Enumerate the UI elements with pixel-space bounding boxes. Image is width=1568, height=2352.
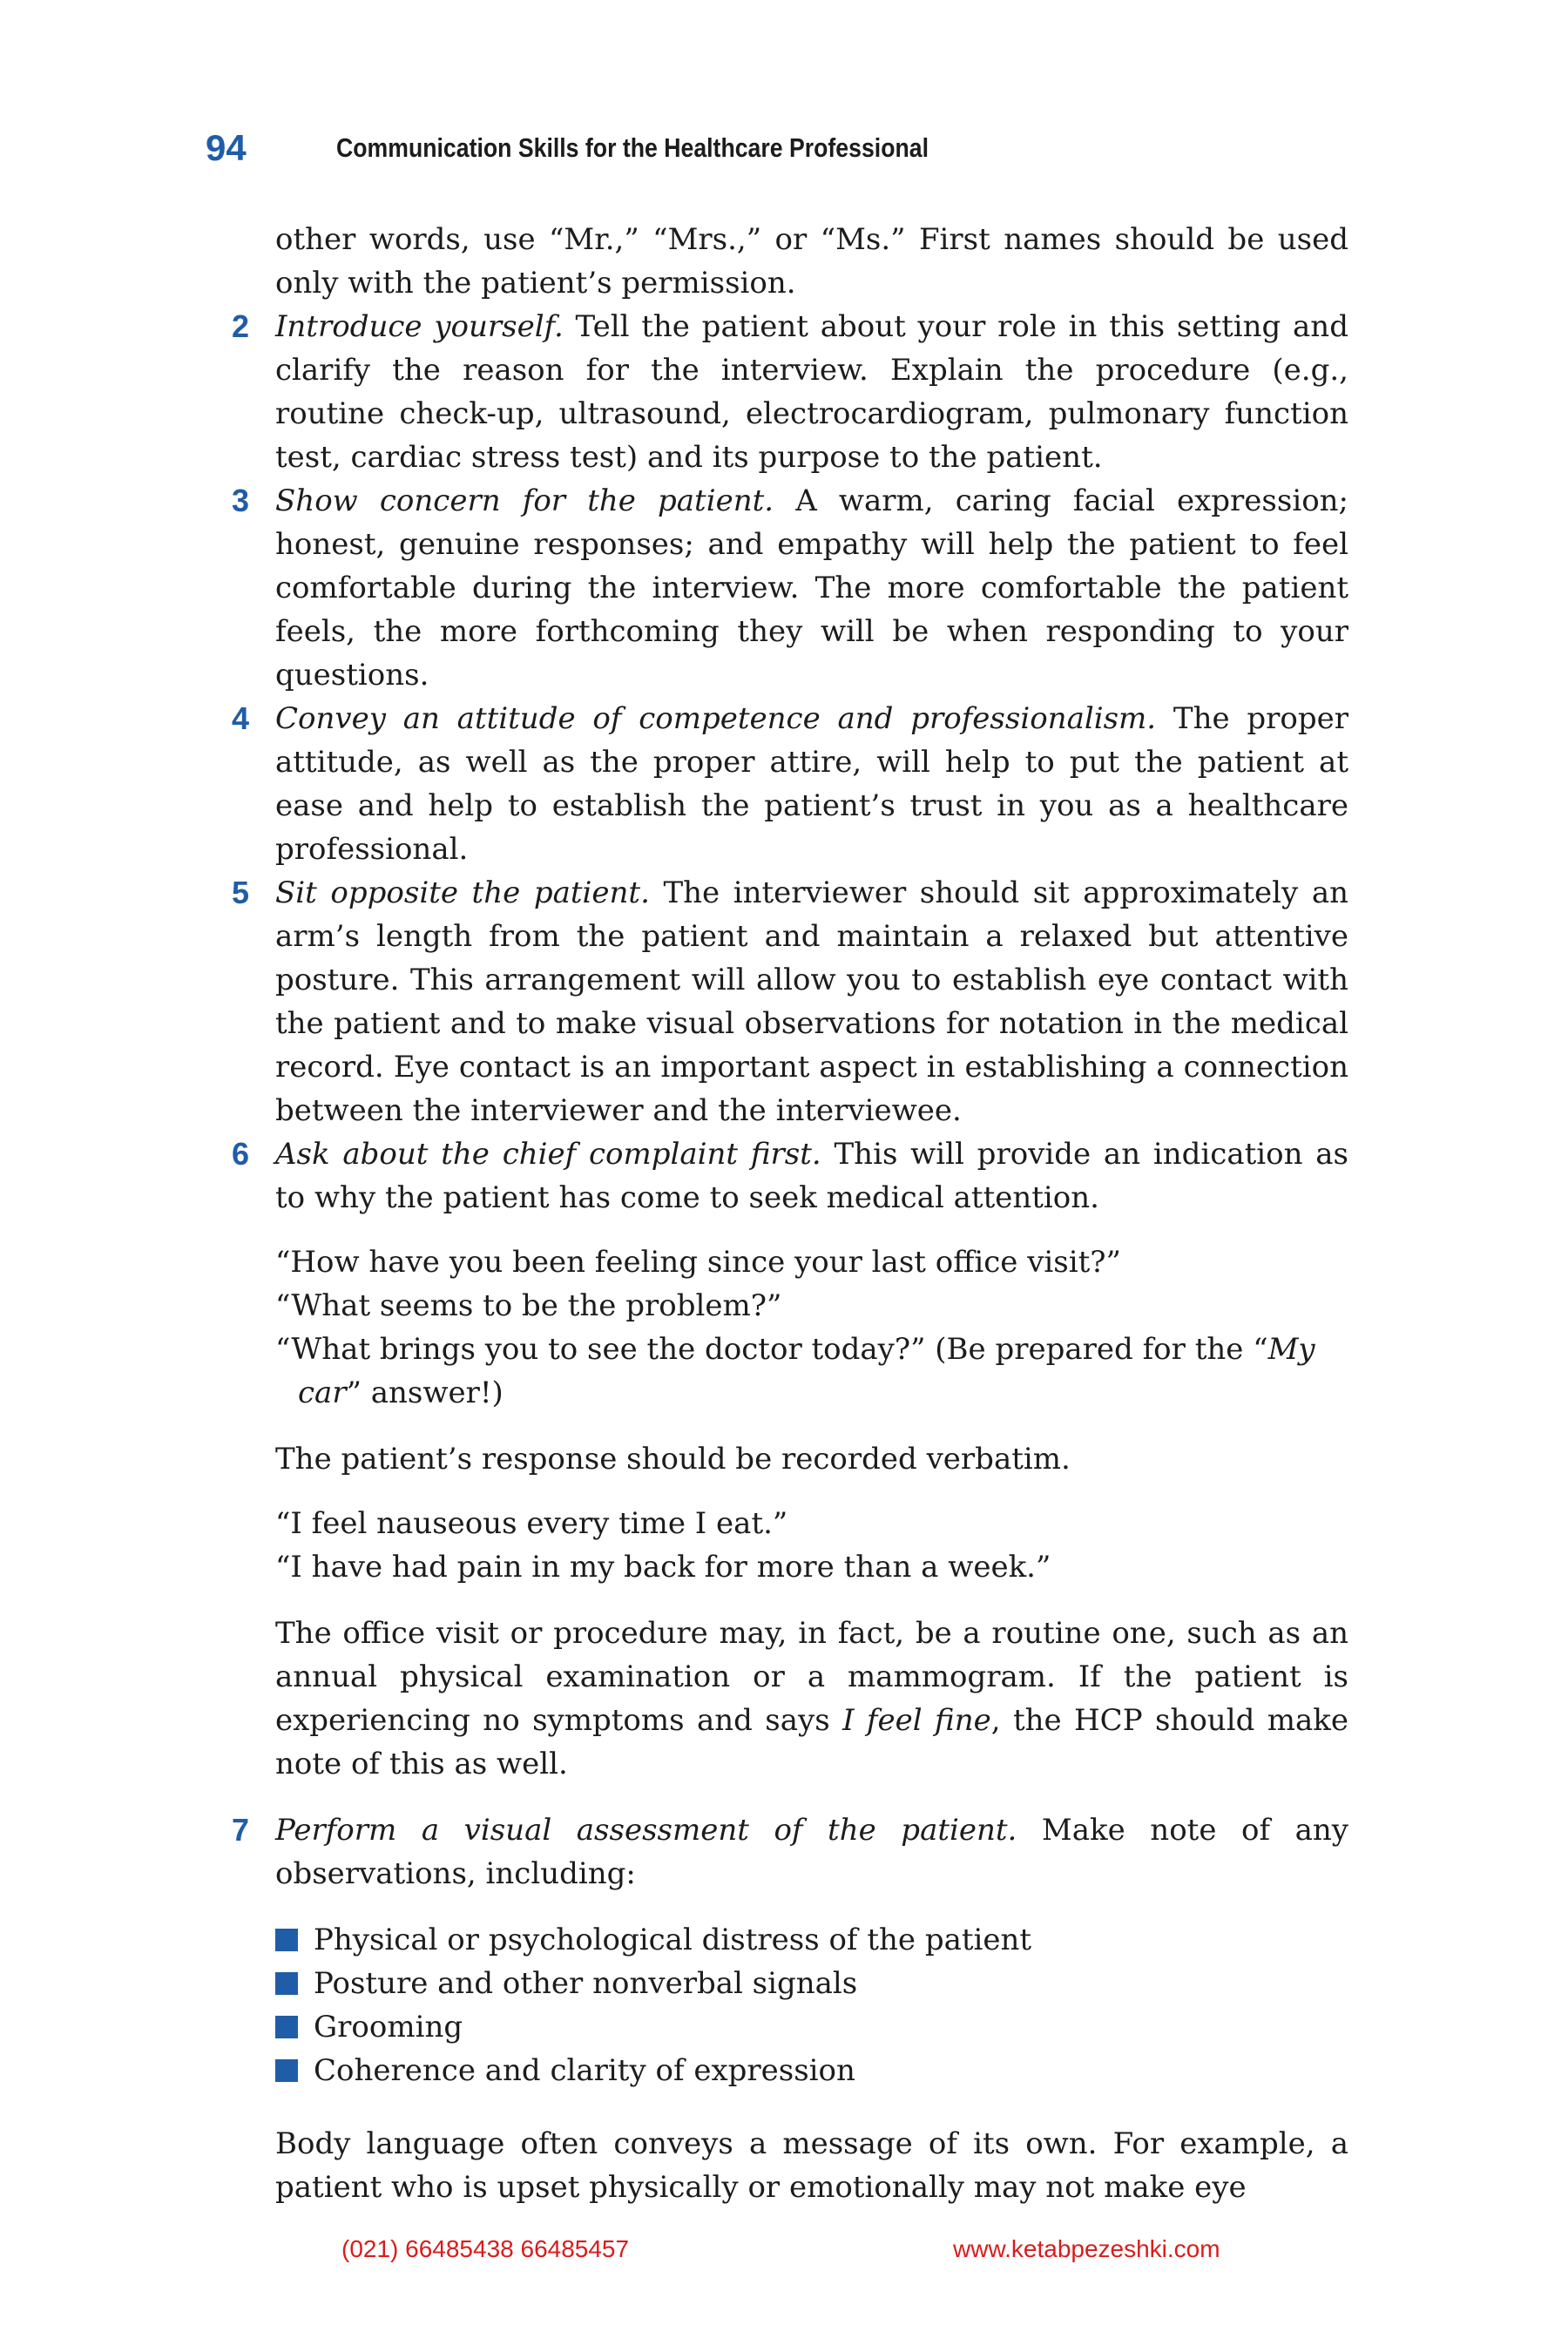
quote-line [275,1328,1348,1415]
item-lead: Sit opposite the patient. [275,875,650,910]
running-head-title: Communication Skills for the Healthcare Professional [336,132,929,163]
list-item-3 [232,479,1349,697]
quote-post: ” answer!) [346,1375,504,1410]
quote-line: “I have had pain in my back for more than a week.” [275,1550,1051,1585]
square-bullet-icon [275,2059,298,2082]
example-responses [275,1502,1348,1589]
item-lead: Convey an attitude of competence and professionalism. [275,701,1157,736]
list-item-2 [232,305,1348,479]
item-number: 3 [232,483,250,518]
item-number: 5 [232,875,250,910]
bullet-text: Posture and other nonverbal signals [314,1966,858,2001]
list-item-6 [232,1132,1348,1220]
square-bullet-icon [275,1972,298,1995]
routine-pre: The office visit or procedure may, in fact, be a routine one, such as an annual physical examination or a mammogram. If the patient is experiencing no symptoms and says [275,1616,1348,1738]
page-body [232,218,1349,2209]
item-number: 4 [232,700,250,736]
item-text: A warm, caring facial expression; honest, genuine responses; and empathy will help the patient to feel comfortable during the interview. The more comfortable the patient feels, the more forthcoming they will be when responding to your questions. [275,483,1349,693]
page-number: 94 [206,127,247,168]
item-lead: Show concern for the patient. [275,483,774,518]
closing-paragraph: Body language often conveys a message of its own. For example, a patient who is upset physically or emotionally may not make eye [275,2126,1348,2205]
square-bullet-icon [275,2016,298,2038]
item-text: The proper attitude, as well as the proper attire, will help to put the patient at ease and help to establish the patient’s trust in you as a healthcare professional. [275,701,1349,867]
square-bullet-icon [275,1929,298,1951]
quote-line: “What seems to be the problem?” [275,1288,782,1323]
item-text: The interviewer should sit approximately an arm’s length from the patient and maintain a relaxed but attentive posture. This arrangement will allow you to establish eye contact with the patient and to make visual observations for notation in the medical record. Eye contact is an important aspect in establishing a connection between the interviewer and the interviewee. [275,875,1348,1128]
footer-website[interactable]: www.ketabpezeshki.com [953,2235,1220,2262]
list-item [275,1962,1348,2005]
list-item [275,2049,1348,2092]
observation-list [275,1918,1348,2092]
item-number: 7 [232,1812,250,1848]
quote-emphasis: My car [298,1332,1315,1410]
item-text: This will provide an indication as to why the patient has come to seek medical attention. [275,1137,1348,1215]
item-text: Make note of any observations, including: [275,1813,1348,1891]
footer-phone: (021) 66485438 66485457 [341,2235,630,2262]
example-questions [275,1240,1348,1415]
routine-post: , the HCP should make note of this as well. [275,1703,1348,1781]
list-item [275,1918,1348,1962]
intro-paragraph: other words, use “Mr.,” “Mrs.,” or “Ms.” First names should be used only with the patient’s permission. [275,222,1348,301]
list-item [275,2005,1348,2049]
item-lead: Ask about the chief complaint first. [275,1137,821,1172]
item-text: Tell the patient about your role in this setting and clarify the reason for the interview. Explain the procedure (e.g., routine check-up, ultrasound, electrocardiogram, pulmonary function test, cardiac stress test) and its purpose to the patient. [275,309,1348,475]
running-header [206,122,1408,174]
response-paragraph: The patient’s response should be recorded verbatim. [275,1442,1071,1477]
bullet-text: Grooming [314,2010,463,2044]
routine-paragraph [275,1612,1348,1786]
list-item-4 [232,697,1349,871]
quote-line: “I feel nauseous every time I eat.” [275,1506,788,1541]
list-item-7 [232,1808,1348,1896]
item-number: 2 [232,308,250,344]
quote-line: “How have you been feeling since your last office visit?” [275,1245,1121,1280]
item-number: 6 [232,1136,250,1172]
bullet-text: Physical or psychological distress of the patient [314,1923,1032,1957]
quote-pre: “What brings you to see the doctor today?” (Be prepared for the “ [275,1332,1268,1367]
bullet-text: Coherence and clarity of expression [314,2053,855,2088]
item-lead: Perform a visual assessment of the patient. [275,1813,1017,1848]
routine-emphasis: I feel fine [842,1703,991,1738]
list-item-5 [232,871,1348,1132]
item-lead: Introduce yourself. [275,309,564,344]
